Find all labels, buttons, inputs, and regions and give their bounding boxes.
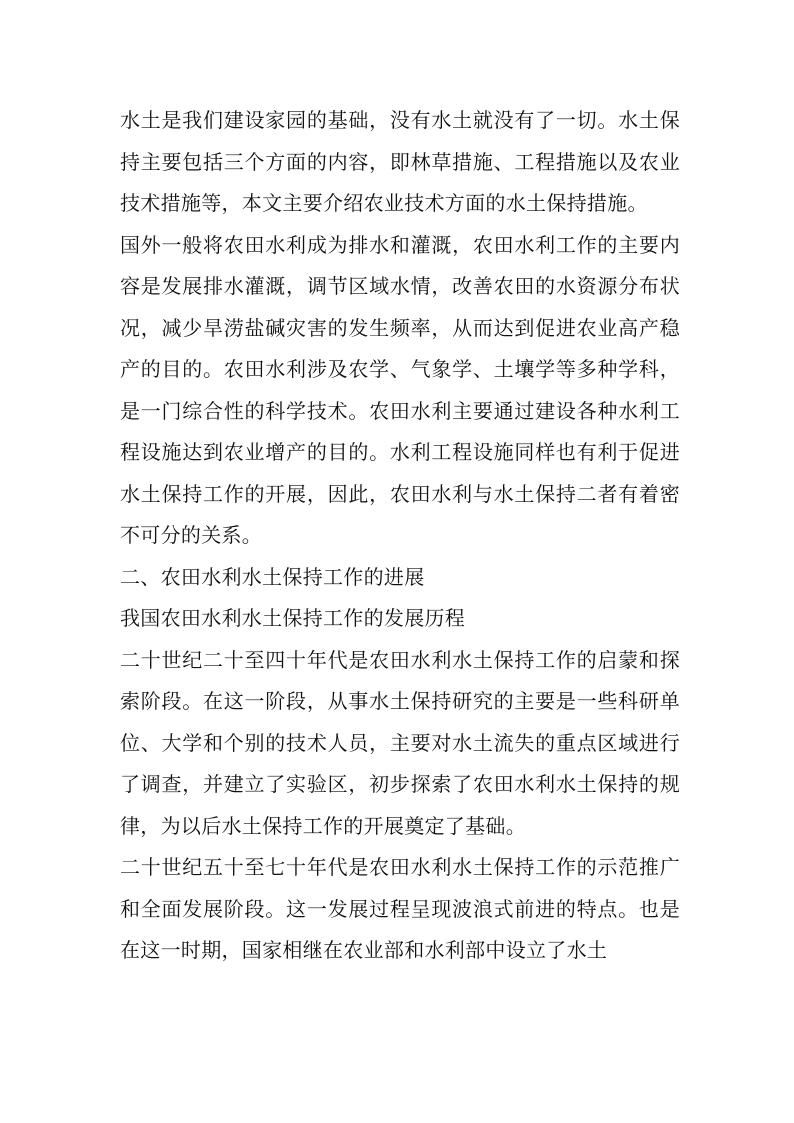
paragraph-history-early: 二十世纪二十至四十年代是农田水利水土保持工作的启蒙和探索阶段。在这一阶段，从事水土保持研究的主要是一些科研单位、大学和个别的技术人员，主要对水土流失的重点区域进行了调查，并建立了实验区，初步探索了农田水利水土保持的规律，为以后水土保持工作的开展奠定了基础。: [120, 647, 680, 838]
document-body: [120, 100, 680, 972]
paragraph-history-later: 二十世纪五十至七十年代是农田水利水土保持工作的示范推广和全面发展阶段。这一发展过程呈现波浪式前进的特点。也是在这一时期，国家相继在农业部和水利部中设立了水土: [120, 855, 680, 962]
paragraph-irrigation: 国外一般将农田水利成为排水和灌溉，农田水利工作的主要内容是发展排水灌溉，调节区域水情，改善农田的水资源分布状况，减少旱涝盐碱灾害的发生频率，从而达到促进农业高产稳产的目的。农田水利涉及农学、气象学、土壤学等多种学科，是一门综合性的科学技术。农田水利主要通过建设各种水利工程设施达到农业增产的目的。水利工程设施同样也有利于促进水土保持工作的开展，因此，农田水利与水土保持二者有着密不可分的关系。: [120, 232, 680, 547]
subsection-heading: 我国农田水利水土保持工作的发展历程: [120, 606, 466, 630]
paragraph-intro: 水土是我们建设家园的基础，没有水土就没有了一切。水土保持主要包括三个方面的内容，即林草措施、工程措施以及农业技术措施等，本文主要介绍农业技术方面的水土保持措施。: [120, 108, 680, 215]
section-heading: 二、农田水利水土保持工作的进展: [120, 564, 425, 589]
